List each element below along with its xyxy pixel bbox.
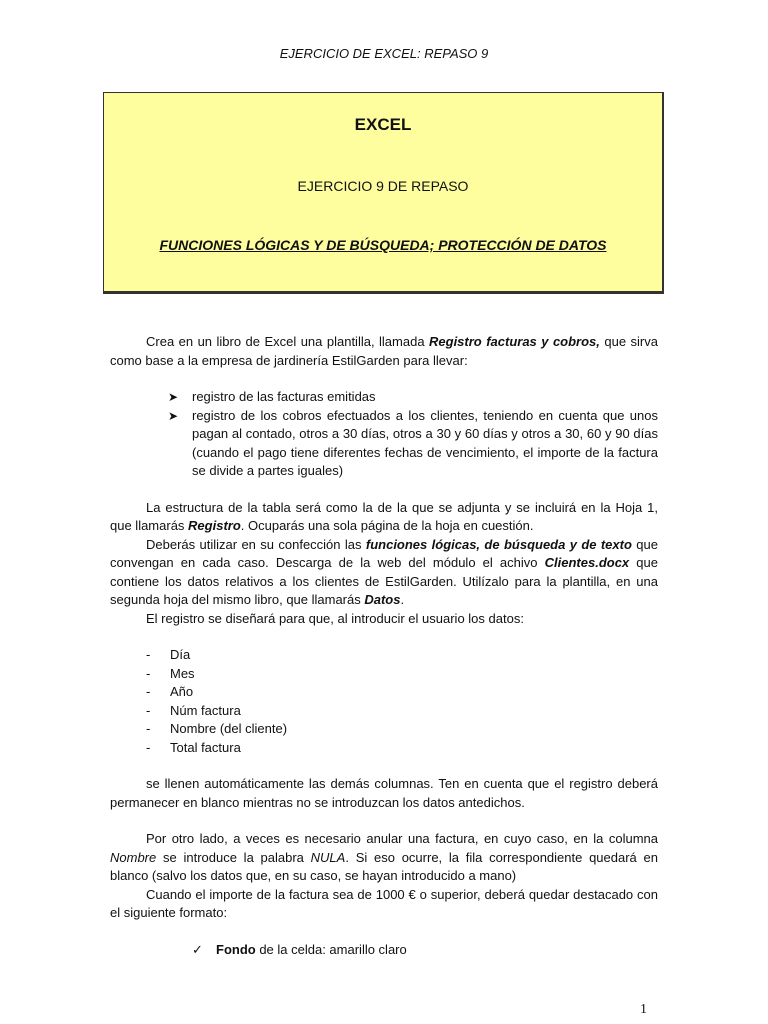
- dash-marker: -: [146, 665, 151, 681]
- list-item: [110, 665, 658, 684]
- template-name: Registro facturas y cobros,: [429, 334, 600, 349]
- format-text: de la celda: amarillo claro: [255, 941, 407, 957]
- arrow-bullet-icon: ➤: [168, 390, 179, 404]
- list-item: [110, 683, 658, 702]
- file-name: Clientes.docx: [544, 555, 630, 570]
- intro-paragraph: [110, 333, 658, 370]
- field-invoice-number: Núm factura: [170, 702, 241, 718]
- column-name: Nombre: [110, 849, 157, 865]
- cancel-text-1: Por otro lado, a veces es necesario anular una factura, en cuyo caso, en la columna: [146, 831, 658, 846]
- list-item: [110, 407, 658, 481]
- spacer: [110, 481, 658, 499]
- spacer: [110, 757, 658, 775]
- spacer: [110, 812, 658, 830]
- dash-marker: -: [146, 721, 151, 736]
- spacer: [110, 923, 658, 941]
- spacer: [110, 370, 658, 388]
- sheet-name-datos: Datos: [364, 592, 401, 607]
- field-month: Mes: [170, 665, 195, 681]
- highlight-paragraph: Cuando el importe de la factura sea de 1000 € o superior, deberá quedar destacado con el siguiente formato:: [110, 886, 658, 920]
- spacer: [110, 628, 658, 646]
- dash-marker: -: [146, 684, 151, 699]
- list-item: [110, 739, 658, 758]
- list-item: [110, 646, 658, 665]
- functions-text-4: .: [400, 592, 405, 607]
- field-year: Año: [170, 684, 194, 699]
- page-number: 1: [640, 1002, 647, 1017]
- cancel-text-2: se introduce la palabra: [156, 849, 311, 865]
- dash-marker: -: [146, 647, 151, 662]
- functions-text-3: que contiene los datos relativos a los clientes de EstilGarden. Utilízalo para la plantilla, en una segunda hoja del mismo libro, que llamarás: [110, 555, 658, 607]
- list-item-text: registro de los cobros efectuados a los clientes, teniendo en cuenta que unos pagan al contado, otros a 30 días, otros a 30 y 60 días y otros a 30, 60 y 90 días (cuando el pago tiene diferentes fechas de vencimiento, el importe de la factura se divide a partes iguales): [192, 407, 658, 478]
- checkmark-icon: ✓: [192, 941, 203, 957]
- intro-text-2: que sirva como base a la empresa de jardinería EstilGarden para llevar:: [110, 334, 658, 368]
- cancel-text-3: . Si eso ocurre, la fila correspondiente quedará en blanco (salvo los datos que, en su caso, se hayan introducido a mano): [110, 849, 658, 883]
- list-item: [110, 388, 658, 407]
- list-item-text: registro de las facturas emitidas: [192, 389, 376, 404]
- sheet-name-registro: Registro: [188, 518, 241, 533]
- keyword-nula: NULA: [310, 849, 346, 865]
- page-header: EJERCICIO DE EXCEL: REPASO 9: [279, 46, 489, 61]
- functions-text-2: que convengan en cada caso. Descarga de la web del módulo el achivo: [110, 536, 658, 570]
- list-item: [110, 941, 658, 960]
- dash-marker: -: [146, 702, 151, 718]
- data-fields-list: [110, 646, 658, 757]
- arrow-bullet-icon: ➤: [168, 408, 179, 423]
- field-day: Día: [170, 647, 191, 662]
- functions-emphasis: funciones lógicas, de búsqueda y de texto: [365, 536, 632, 552]
- format-label: Fondo: [216, 941, 256, 957]
- register-paragraph: El registro se diseñará para que, al introducir el usuario los datos:: [146, 610, 524, 626]
- register-list: [110, 388, 658, 481]
- functions-text-1: Deberás utilizar en su confección las: [146, 536, 366, 552]
- structure-paragraph: [110, 499, 658, 536]
- intro-text-1: Crea en un libro de Excel una plantilla, llamada: [146, 334, 430, 349]
- functions-paragraph: [110, 536, 658, 610]
- cancel-paragraph: [110, 830, 658, 886]
- dash-marker: -: [146, 739, 151, 755]
- structure-text-1: La estructura de la tabla será como la de la que se adjunta y se incluirá en la Hoja 1, que llamarás: [110, 499, 658, 533]
- document-body: [110, 333, 658, 959]
- topic-heading: FUNCIONES LÓGICAS Y DE BÚSQUEDA; PROTECCIÓN DE DATOS: [159, 237, 607, 253]
- format-list: [110, 941, 658, 960]
- field-invoice-total: Total factura: [170, 739, 241, 755]
- structure-text-2: . Ocuparás una sola página de la hoja en cuestión.: [240, 518, 534, 533]
- list-item: [110, 702, 658, 721]
- document-title: EXCEL: [354, 115, 412, 134]
- list-item: [110, 720, 658, 739]
- field-client-name: Nombre (del cliente): [170, 721, 288, 736]
- autofill-paragraph: se llenen automáticamente las demás columnas. Ten en cuenta que el registro deberá permanecer en blanco mientras no se introduzcan los datos antedichos.: [110, 776, 658, 810]
- exercise-subtitle: EJERCICIO 9 DE REPASO: [297, 178, 469, 194]
- title-box: [103, 92, 664, 294]
